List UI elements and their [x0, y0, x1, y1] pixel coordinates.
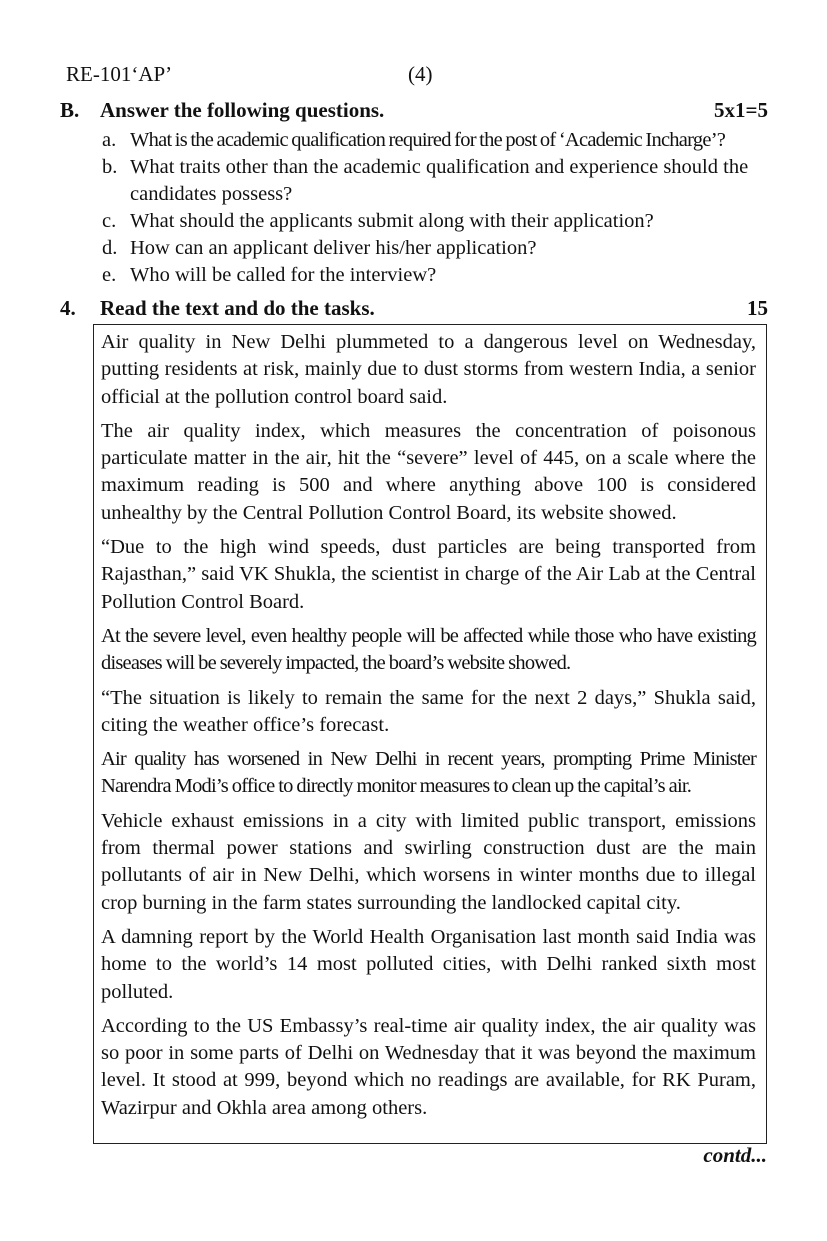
question-text: Who will be called for the interview? [130, 264, 437, 286]
question-item [100, 262, 770, 289]
question-text: What traits other than the academic qualification and experience should the candidates possess? [130, 156, 749, 205]
question-text: What should the applicants submit along with their application? [130, 210, 654, 232]
passage-paragraph: Air quality has worsened in New Delhi in recent years, prompting Prime Minister Narendra Modi’s office to directly monitor measures to clean up the capital’s air. [101, 748, 756, 798]
question-label: e. [102, 264, 117, 286]
question-item [100, 235, 770, 262]
section-4-title: Read the text and do the tasks. [100, 296, 375, 320]
section-b-heading [60, 98, 768, 126]
question-label: b. [102, 156, 118, 178]
reading-passage-box [93, 324, 767, 1144]
question-label: c. [102, 210, 117, 232]
question-item [100, 127, 770, 154]
question-label: a. [102, 129, 117, 151]
question-item [100, 154, 770, 208]
passage-paragraph: A damning report by the World Health Organisation last month said India was home to the world’s 14 most polluted cities, with Delhi ranked sixth most polluted. [101, 925, 756, 1003]
question-list [100, 127, 770, 289]
question-text: What is the academic qualification required for the post of ‘Academic Incharge’? [130, 129, 726, 151]
section-4-marks: 15 [747, 296, 768, 320]
section-b-marks: 5x1=5 [714, 98, 768, 122]
passage-paragraph: “The situation is likely to remain the same for the next 2 days,” Shukla said, citing the weather office’s forecast. [101, 686, 756, 736]
passage-paragraph: Air quality in New Delhi plummeted to a dangerous level on Wednesday, putting residents at risk, mainly due to dust storms from western India, a senior official at the pollution control board said. [101, 331, 756, 408]
question-label: d. [102, 237, 118, 259]
section-4-heading [60, 296, 768, 324]
paper-code: RE-101‘AP’ [66, 62, 173, 86]
passage-paragraph: According to the US Embassy’s real-time air quality index, the air quality was so poor in some parts of Delhi on Wednesday that it was beyond the maximum level. It stood at 999, beyond which no readings are available, for RK Puram, Wazirpur and Okhla area among others. [101, 1014, 756, 1119]
passage-paragraph: The air quality index, which measures the concentration of poisonous particulate matter in the air, hit the “severe” level of 445, on a scale where the maximum reading is 500 and where anything above 100 is considered unhealthy by the Central Pollution Control Board, its website showed. [101, 419, 756, 524]
continued-note: contd... [703, 1143, 767, 1167]
question-item [100, 208, 770, 235]
passage-paragraph: At the severe level, even healthy people will be affected while those who have existing diseases will be severely impacted, the board’s website showed. [101, 624, 756, 675]
section-b-title: Answer the following questions. [100, 98, 385, 122]
section-b-number: B. [60, 98, 80, 122]
question-text: How can an applicant deliver his/her application? [130, 237, 537, 259]
section-4-number: 4. [60, 296, 76, 320]
passage-paragraph: Vehicle exhaust emissions in a city with limited public transport, emissions from thermal power stations and swirling construction dust are the main pollutants of air in New Delhi, which worsens in winter months due to illegal crop burning in the farm states surrounding the landlocked capital city. [101, 809, 756, 914]
passage-paragraph: “Due to the high wind speeds, dust particles are being transported from Rajasthan,” said VK Shukla, the scientist in charge of the Air Lab at the Central Pollution Control Board. [101, 536, 756, 613]
page-number: (4) [408, 62, 433, 86]
